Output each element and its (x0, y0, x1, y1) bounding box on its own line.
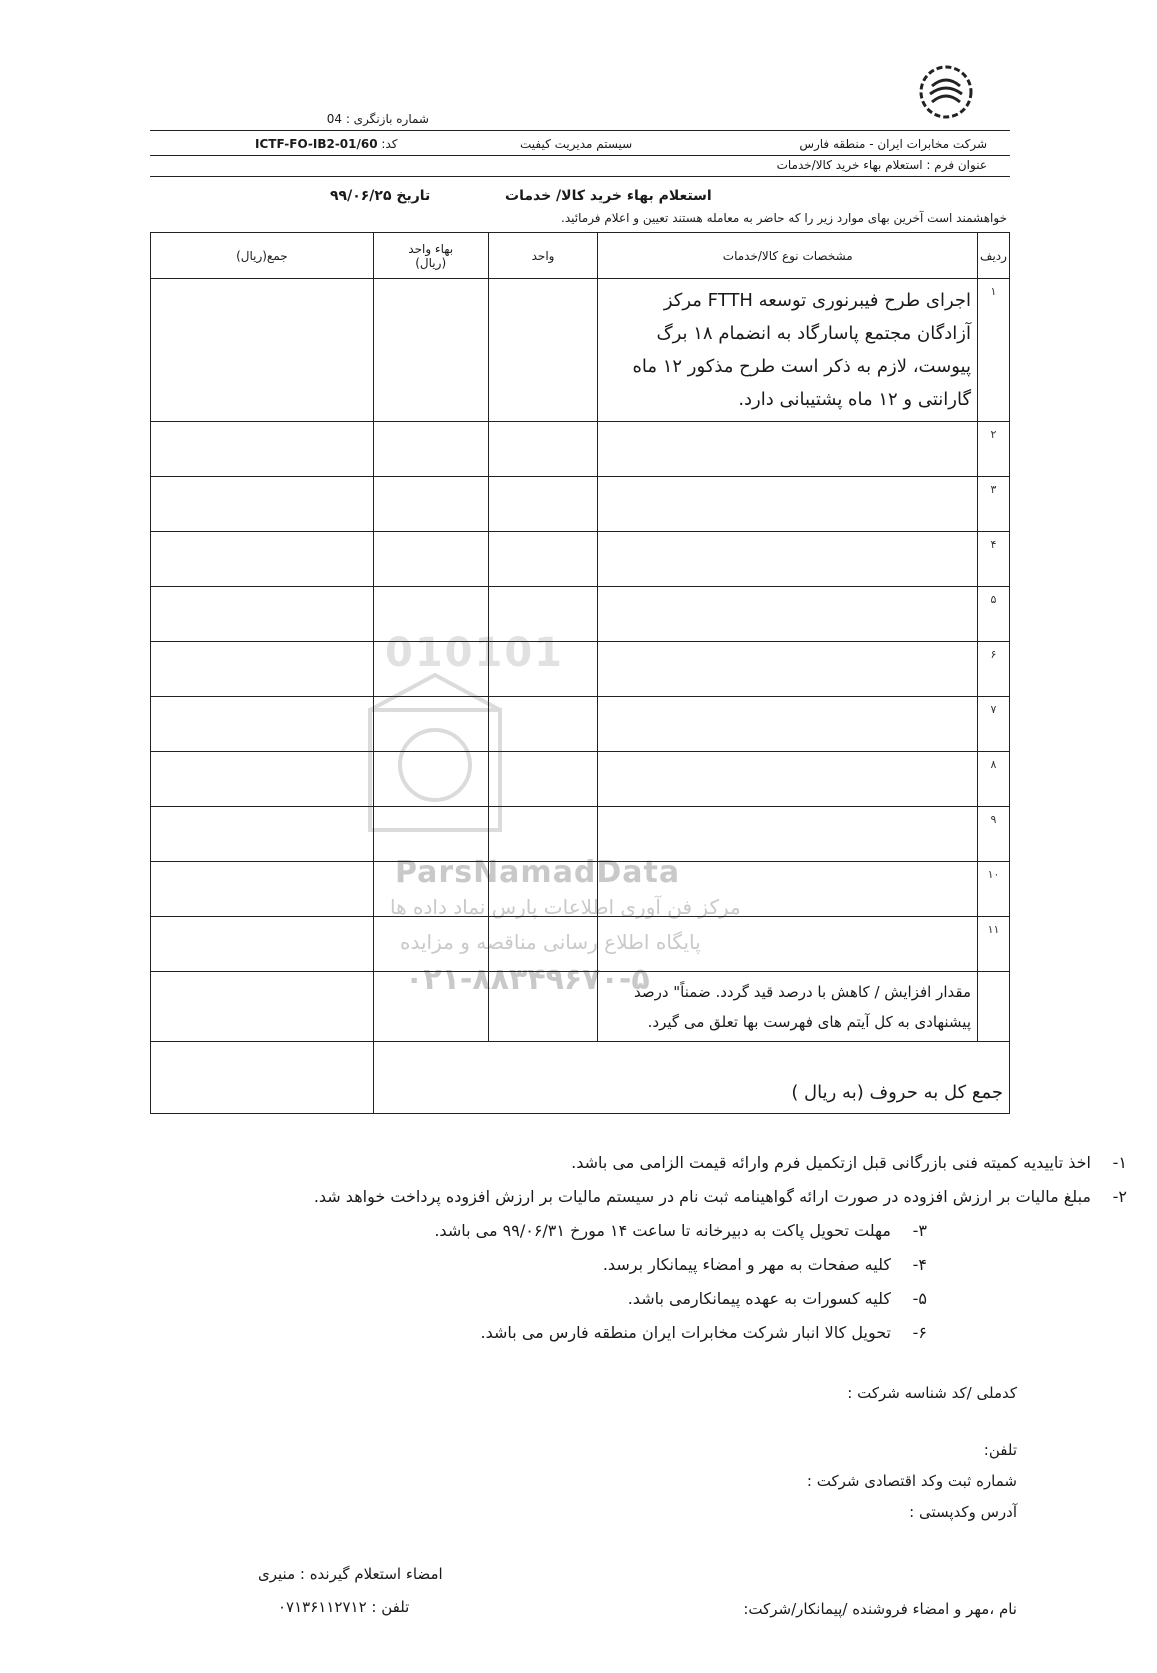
row-spec (598, 587, 978, 642)
table-row (151, 587, 1010, 642)
row-number: ۱۱ (978, 917, 1010, 972)
row-unit-price (373, 862, 488, 917)
seal-field: نام ،مهر و امضاء فروشنده /پیمانکار/شرکت: (743, 1600, 1017, 1618)
row-total (151, 752, 374, 807)
row-unit-price (373, 697, 488, 752)
row-number: ۴ (978, 532, 1010, 587)
list-item (127, 1282, 1127, 1316)
row-unit-price (373, 279, 488, 422)
note-number: ۴- (912, 1255, 927, 1274)
row-spec (598, 752, 978, 807)
row-spec (598, 697, 978, 752)
row-spec (598, 532, 978, 587)
note-number: ۲- (1112, 1187, 1127, 1206)
table-row (151, 642, 1010, 697)
address-field: آدرس وکدپستی : (909, 1503, 1017, 1521)
row-unit-price (373, 972, 488, 1042)
header-total: جمع(ریال) (151, 233, 374, 279)
revision-number: شماره بازنگری : 04 (326, 112, 429, 126)
recipient-signature: امضاء استعلام گیرنده : منیری (258, 1565, 443, 1583)
row-total (151, 279, 374, 422)
note-number: ۶- (912, 1323, 927, 1342)
note-text: اخذ تاییدیه کمیته فنی بازرگانی قبل ازتکمیل فرم وارائه قیمت الزامی می باشد. (571, 1153, 1091, 1172)
row-number: ۵ (978, 587, 1010, 642)
row-number: ۷ (978, 697, 1010, 752)
row-number (978, 972, 1010, 1042)
note-text: کلیه صفحات به مهر و امضاء پیمانکار برسد. (602, 1255, 891, 1274)
conditions-list (127, 1146, 1127, 1350)
row-spec (598, 807, 978, 862)
header-divider (150, 155, 1010, 156)
recipient-phone: تلفن : ۰۷۱۳۶۱۱۲۷۱۲ (278, 1598, 410, 1616)
header-row-number: ردیف (978, 233, 1010, 279)
header-unit-price (373, 233, 488, 279)
row-number: ۳ (978, 477, 1010, 532)
row-unit (488, 642, 598, 697)
row-number: ۱ (978, 279, 1010, 422)
form-title: عنوان فرم : استعلام بهاء خرید کالا/خدمات (776, 158, 987, 172)
form-code-value: ICTF-FO-IB2-01/60 (255, 137, 378, 151)
header-divider (150, 176, 1010, 177)
list-item (127, 1146, 1127, 1180)
watermark-digits: 010101 (385, 630, 564, 676)
row-unit-price (373, 532, 488, 587)
header-unit: واحد (488, 233, 598, 279)
row-number: ۱۰ (978, 862, 1010, 917)
total-words-value (151, 1042, 374, 1114)
total-words-row (151, 1042, 1010, 1114)
row-total (151, 972, 374, 1042)
list-item (127, 1248, 1127, 1282)
company-logo-icon (918, 64, 974, 120)
row-unit (488, 532, 598, 587)
watermark-brand: ParsNamadData (395, 855, 681, 890)
row-spec (598, 917, 978, 972)
national-id-field: کدملی /کد شناسه شرکت : (847, 1384, 1017, 1402)
row-number: ۶ (978, 642, 1010, 697)
table-row (151, 752, 1010, 807)
table-row (151, 422, 1010, 477)
table-row (151, 532, 1010, 587)
note-text: کلیه کسورات به عهده پیمانکارمی باشد. (627, 1289, 891, 1308)
registration-field: شماره ثبت وکد اقتصادی شرکت : (806, 1472, 1017, 1490)
watermark-line1: مرکز فن آوری اطلاعات پارس نماد داده ها (390, 895, 741, 919)
header-unit-price-currency: (ریال) (415, 255, 447, 270)
row-total (151, 532, 374, 587)
watermark-line2: پایگاه اطلاع رسانی مناقصه و مزایده (400, 930, 701, 954)
note-number: ۵- (912, 1289, 927, 1308)
table-header-row (151, 233, 1010, 279)
row-total (151, 587, 374, 642)
row-total (151, 422, 374, 477)
row-number: ۹ (978, 807, 1010, 862)
list-item (127, 1180, 1127, 1214)
phone-field: تلفن: (983, 1441, 1017, 1459)
inquiry-date: تاریخ ۹۹/۰۶/۲۵ (330, 188, 431, 204)
row-unit (488, 917, 598, 972)
header-divider (150, 130, 1010, 131)
table-row (151, 807, 1010, 862)
note-text: تحویل کالا انبار شرکت مخابرات ایران منطقه فارس می باشد. (480, 1323, 891, 1342)
note-number: ۱- (1112, 1153, 1127, 1172)
table-row (151, 279, 1010, 422)
row-unit-price (373, 917, 488, 972)
row-total (151, 642, 374, 697)
row-unit (488, 279, 598, 422)
row-spec (598, 477, 978, 532)
row-total (151, 807, 374, 862)
row-unit (488, 587, 598, 642)
row-unit (488, 477, 598, 532)
row-total (151, 697, 374, 752)
row-unit (488, 752, 598, 807)
row-number: ۲ (978, 422, 1010, 477)
note-number: ۳- (912, 1221, 927, 1240)
header-spec: مشخصات نوع کالا/خدمات (598, 233, 978, 279)
form-code-label: کد: (381, 137, 398, 151)
total-words-label: جمع کل به حروف (به ریال ) (373, 1042, 1009, 1114)
adjustment-row (151, 972, 1010, 1042)
list-item (127, 1214, 1127, 1248)
quality-system: سیستم مدیریت کیفیت (520, 137, 633, 151)
table-row (151, 697, 1010, 752)
row-total (151, 917, 374, 972)
row-spec (598, 862, 978, 917)
header-unit-price-label: بهاء واحد (408, 241, 454, 256)
row-unit-price (373, 752, 488, 807)
items-table (150, 232, 1010, 1114)
row-spec: اجرای طرح فیبرنوری توسعه FTTH مرکز آزادگان مجتمع پاسارگاد به انضمام ۱۸ برگ پیوست، لازم به ذکر است طرح مذکور ۱۲ ماه گارانتی و ۱۲ ماه پشتیبانی دارد. (598, 279, 978, 422)
watermark-phone: ۰۲۱-۸۸۳۴۹۶۷۰-۵ (405, 962, 650, 997)
row-unit (488, 422, 598, 477)
inquiry-title: استعلام بهاء خرید کالا/ خدمات (505, 188, 712, 204)
row-unit-price (373, 587, 488, 642)
table-row (151, 917, 1010, 972)
inquiry-request: خواهشمند است آخرین بهای موارد زیر را که حاضر به معامله هستند تعیین و اعلام فرمائید. (561, 211, 1007, 225)
row-unit-price (373, 422, 488, 477)
note-text: مهلت تحویل پاکت به دبیرخانه تا ساعت ۱۴ مورخ ۹۹/۰۶/۳۱ می باشد. (434, 1221, 891, 1240)
row-unit (488, 807, 598, 862)
adjustment-note: مقدار افزایش / کاهش با درصد قید گردد. ضمناً" درصد پیشنهادی به کل آیتم های فهرست بها تعلق می گیرد. (598, 972, 978, 1042)
form-code (255, 137, 425, 151)
row-total (151, 477, 374, 532)
table-row (151, 477, 1010, 532)
table-row (151, 862, 1010, 917)
list-item (127, 1316, 1127, 1350)
row-unit-price (373, 642, 488, 697)
note-text: مبلغ مالیات بر ارزش افزوده در صورت ارائه گواهینامه ثبت نام در سیستم مالیات بر ارزش افزوده پرداخت خواهد شد. (313, 1187, 1091, 1206)
row-unit (488, 862, 598, 917)
row-spec (598, 642, 978, 697)
row-spec (598, 422, 978, 477)
row-total (151, 862, 374, 917)
row-unit (488, 972, 598, 1042)
row-unit-price (373, 477, 488, 532)
row-unit (488, 697, 598, 752)
company-name: شرکت مخابرات ایران - منطقه فارس (799, 137, 987, 151)
row-number: ۸ (978, 752, 1010, 807)
row-unit-price (373, 807, 488, 862)
